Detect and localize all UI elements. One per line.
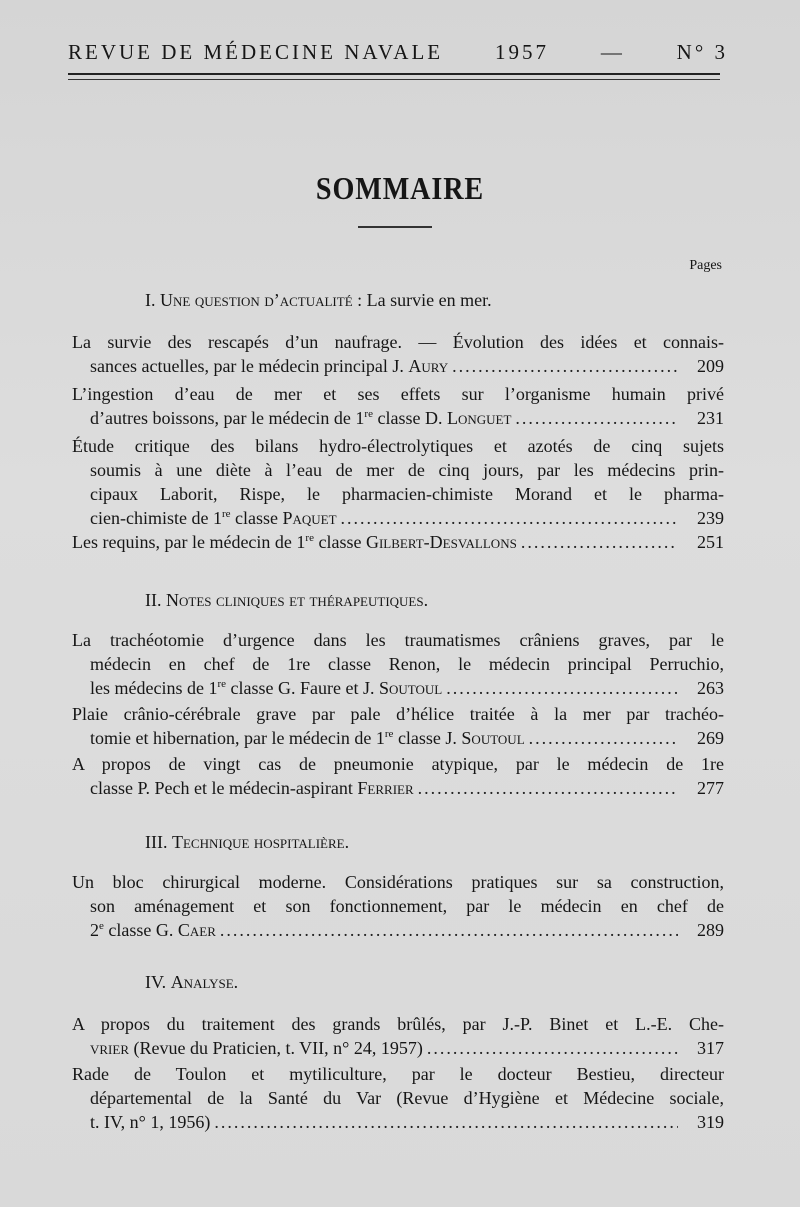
page-number: 317 [697,1038,724,1058]
toc-entry[interactable]: La trachéotomie d’urgence dans les traumatismes crâniens graves, par le médecin en chef de 1re classe Renon, le médecin principal Perruchio, les médecins de 1re classe G. Faure et J. Soutoul ..... 263 [72,628,724,700]
entry-line: Plaie crânio-cérébrale grave par pale d’hélice traitée à la mer par trachéo- [72,704,724,724]
page-number: 231 [697,408,724,428]
toc-entry[interactable]: A propos du traitement des grands brûlés, par J.-P. Binet et L.-E. Che- vrier (Revue du Praticien, t. VII, n° 24, 1957) ..... 317 [72,1012,724,1060]
toc-entry[interactable]: La survie des rescapés d’un naufrage. — Évolution des idées et connais- sances actuelles, par le médecin principal J. Aury ..... 209 [72,330,724,378]
section-heading: II. Notes cliniques et thérapeutiques. [145,590,429,610]
toc-entry[interactable]: Étude critique des bilans hydro-électrolytiques et azotés de cinq sujets soumis à une diète à l’eau de mer de cinq jours, par les médecins prin- cipaux Laborit, Rispe, le pharmacien-chimiste Morand et le pharma- cien-chimiste de 1re classe Paquet ..... 239 [72,434,724,530]
entry-line: médecin en chef de 1re classe Renon, le médecin principal Perruchio, [90,654,724,674]
entry-line: Un bloc chirurgical moderne. Considérations pratiques sur sa construction, [72,872,724,892]
page-number: 263 [697,678,724,698]
entry-line: départemental de la Santé du Var (Revue d’Hygiène et Médecine sociale, [90,1088,724,1108]
journal-header [68,40,728,65]
entry-line: cipaux Laborit, Rispe, le pharmacien-chimiste Morand et le pharma- [90,484,724,504]
page-number: 269 [697,728,724,748]
page-number: 209 [697,356,724,376]
entry-line: A propos de vingt cas de pneumonie atypique, par le médecin de 1re [72,754,724,774]
title-divider [358,226,432,228]
entry-line: soumis à une diète à l’eau de mer de cinq jours, par les médecins prin- [90,460,724,480]
section-heading: I. Une question d’actualité : La survie en mer. [145,290,492,310]
toc-entry[interactable]: Les requins, par le médecin de 1re classe Gilbert-Desvallons ..... 251 [72,530,724,554]
issue-number: N° 3 [676,40,728,64]
toc-entry[interactable]: Rade de Toulon et mytiliculture, par le docteur Bestieu, directeur départemental de la Santé du Var (Revue d’Hygiène et Médecine sociale, t. IV, n° 1, 1956) ..... 319 [72,1062,724,1134]
entry-line: La survie des rescapés d’un naufrage. — Évolution des idées et connais- [72,332,724,352]
toc-entry[interactable]: L’ingestion d’eau de mer et ses effets sur l’organisme humain privé d’autres boissons, par le médecin de 1re classe D. Longuet ..... 231 [72,382,724,430]
entry-line: Rade de Toulon et mytiliculture, par le docteur Bestieu, directeur [72,1064,724,1084]
entry-line: L’ingestion d’eau de mer et ses effets sur l’organisme humain privé [72,384,724,404]
page-number: 277 [697,778,724,798]
journal-year: 1957 [494,40,549,64]
page-number: 239 [697,508,724,528]
header-rule-thick [68,73,720,75]
page-title: SOMMAIRE [315,170,485,206]
section-heading: IV. Analyse. [145,972,239,992]
page-number: 289 [697,920,724,940]
toc-entry[interactable]: Un bloc chirurgical moderne. Considérations pratiques sur sa construction, son aménagement et son fonctionnement, par le médecin en chef de 2e classe G. Caer ..... 289 [72,870,724,942]
toc-entry[interactable]: Plaie crânio-cérébrale grave par pale d’hélice traitée à la mer par trachéo- tomie et hibernation, par le médecin de 1re classe J. Soutoul ..... 269 [72,702,724,750]
header-dash: — [600,40,625,64]
header-rule-thin [68,79,720,80]
entry-line: Étude critique des bilans hydro-électrolytiques et azotés de cinq sujets [72,436,724,456]
entry-line: son aménagement et son fonctionnement, par le médecin en chef de [90,896,724,916]
page-number: 319 [697,1112,724,1132]
toc-entry[interactable]: A propos de vingt cas de pneumonie atypique, par le médecin de 1re classe P. Pech et le médecin-aspirant Ferrier ..... 277 [72,752,724,800]
pages-column-label: Pages [689,258,722,273]
entry-line: A propos du traitement des grands brûlés, par J.-P. Binet et L.-E. Che- [72,1014,724,1034]
section-heading: III. Technique hospitalière. [145,832,350,852]
entry-line: La trachéotomie d’urgence dans les traumatismes crâniens graves, par le [72,630,724,650]
journal-name: REVUE DE MÉDECINE NAVALE [68,40,444,64]
page-number: 251 [697,532,724,552]
